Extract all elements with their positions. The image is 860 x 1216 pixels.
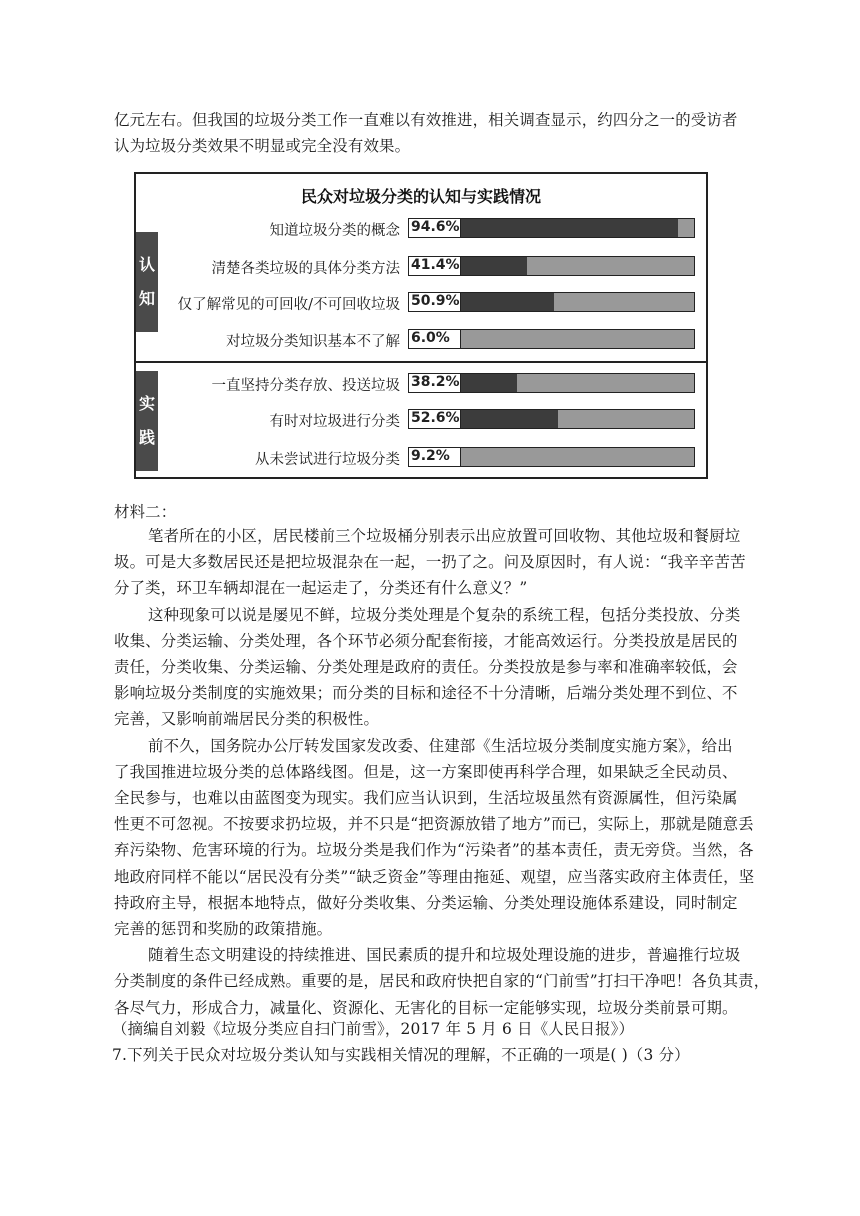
cognition-bar-2 <box>408 292 695 312</box>
section-label-cognition-text: 认 知 <box>138 255 155 308</box>
body-line-12: 性更不可忽视。不按要求扔垃圾，并不只是“把资源放错了地方”而已，实际上，那就是随意丢 <box>114 815 754 834</box>
practice-bar-value-0: 38.2% <box>411 374 460 390</box>
body-line-11: 全民参与，也难以由蓝图变为现实。我们应当认识到，生活垃圾虽然有资源属性，但污染属 <box>114 789 738 807</box>
cognition-bar-value-2: 50.9% <box>411 293 460 309</box>
body-line-18: 分类制度的条件已经成熟。重要的是，居民和政府快把自家的“门前雪”打扫干净吧！各负其责， <box>114 972 770 991</box>
cognition-bar-0 <box>408 218 695 238</box>
material-heading: 材料二： <box>114 503 177 521</box>
section-label-practice <box>136 371 158 471</box>
cognition-bar-value-0: 94.6% <box>411 219 460 235</box>
body-line-4: 这种现象可以说是屡见不鲜，垃圾分类处理是个复杂的系统工程，包括分类投放、分类 <box>148 605 741 624</box>
body-line-13: 弃污染物、危害环境的行为。垃圾分类是我们作为“污染者”的基本责任，责无旁贷。当然，各 <box>114 841 754 860</box>
cognition-bar-value-1: 41.4% <box>411 257 460 273</box>
body-line-19: 各尽气力，形成合力，减量化、资源化、无害化的目标一定能够实现，垃圾分类前景可期。 <box>114 998 738 1017</box>
cognition-row-label-3: 对垃圾分类知识基本不了解 <box>226 334 400 350</box>
cognition-bar-1 <box>408 256 695 276</box>
question-7: 7.下列关于民众对垃圾分类认知与实践相关情况的理解，不正确的一项是( )（3 分） <box>112 1046 690 1064</box>
source-citation: （摘编自刘毅《垃圾分类应自扫门前雪》，2017 年 5 月 6 日《人民日报》） <box>112 1020 635 1038</box>
body-line-15: 持政府主导，根据本地特点，做好分类收集、分类运输、分类处理设施体系建设，同时制定 <box>114 893 738 912</box>
section-label-cognition <box>136 232 158 332</box>
intro-line-2: 认为垃圾分类效果不明显或完全没有效果。 <box>114 137 411 155</box>
body-line-1: 笔者所在的小区，居民楼前三个垃圾桶分别表示出应放置可回收物、其他垃圾和餐厨垃 <box>148 527 741 545</box>
body-line-7: 影响垃圾分类制度的实施效果；而分类的目标和途径不十分清晰，后端分类处理不到位、不 <box>114 684 738 703</box>
cognition-bar-3 <box>408 329 695 349</box>
body-line-8: 完善，又影响前端居民分类的积极性。 <box>114 710 380 729</box>
survey-figure <box>134 172 708 479</box>
body-line-17: 随着生态文明建设的持续推进、国民素质的提升和垃圾处理设施的进步，普遍推行垃圾 <box>148 946 741 965</box>
practice-bar-value-2: 9.2% <box>409 448 461 466</box>
practice-row-label-2: 从未尝试进行垃圾分类 <box>255 452 400 468</box>
cognition-row-label-1: 清楚各类垃圾的具体分类方法 <box>211 261 400 277</box>
practice-bar-2 <box>408 447 695 467</box>
figure-title: 民众对垃圾分类的认知与实践情况 <box>300 187 541 206</box>
body-line-14: 地政府同样不能以“居民没有分类”“缺乏资金”等理由拖延、观望，应当落实政府主体责任，坚 <box>114 867 755 886</box>
practice-bar-1 <box>408 409 695 429</box>
section-divider <box>136 361 706 363</box>
body-line-6: 责任，分类收集、分类运输、分类处理是政府的责任。分类投放是参与率和准确率较低，会 <box>114 658 738 676</box>
body-line-16: 完善的惩罚和奖励的政策措施。 <box>114 920 333 938</box>
cognition-row-label-2: 仅了解常见的可回收/不可回收垃圾 <box>177 297 400 313</box>
section-label-practice-text: 实 践 <box>138 394 155 447</box>
practice-bar-value-1: 52.6% <box>411 410 460 426</box>
body-line-9: 前不久，国务院办公厅转发国家发改委、住建部《生活垃圾分类制度实施方案》，给出 <box>148 736 733 755</box>
practice-row-label-0: 一直坚持分类存放、投送垃圾 <box>211 378 400 394</box>
body-line-2: 圾。可是大多数居民还是把垃圾混杂在一起，一扔了之。问及原因时，有人说：“我辛辛苦苦 <box>114 553 746 572</box>
body-line-10: 了我国推进垃圾分类的总体路线图。但是，这一方案即使再科学合理，如果缺乏全民动员、 <box>114 762 738 781</box>
cognition-row-label-0: 知道垃圾分类的概念 <box>269 223 400 239</box>
body-line-3: 分了类，环卫车辆却混在一起运走了，分类还有什么意义？” <box>114 579 528 598</box>
intro-line-1: 亿元左右。但我国的垃圾分类工作一直难以有效推进，相关调查显示，约四分之一的受访者 <box>114 111 738 129</box>
practice-row-label-1: 有时对垃圾进行分类 <box>269 414 400 430</box>
practice-bar-0 <box>408 373 695 393</box>
body-line-5: 收集、分类运输、分类处理，各个环节必须分配套衔接，才能高效运行。分类投放是居民的 <box>114 631 738 650</box>
cognition-bar-value-3: 6.0% <box>409 330 461 348</box>
